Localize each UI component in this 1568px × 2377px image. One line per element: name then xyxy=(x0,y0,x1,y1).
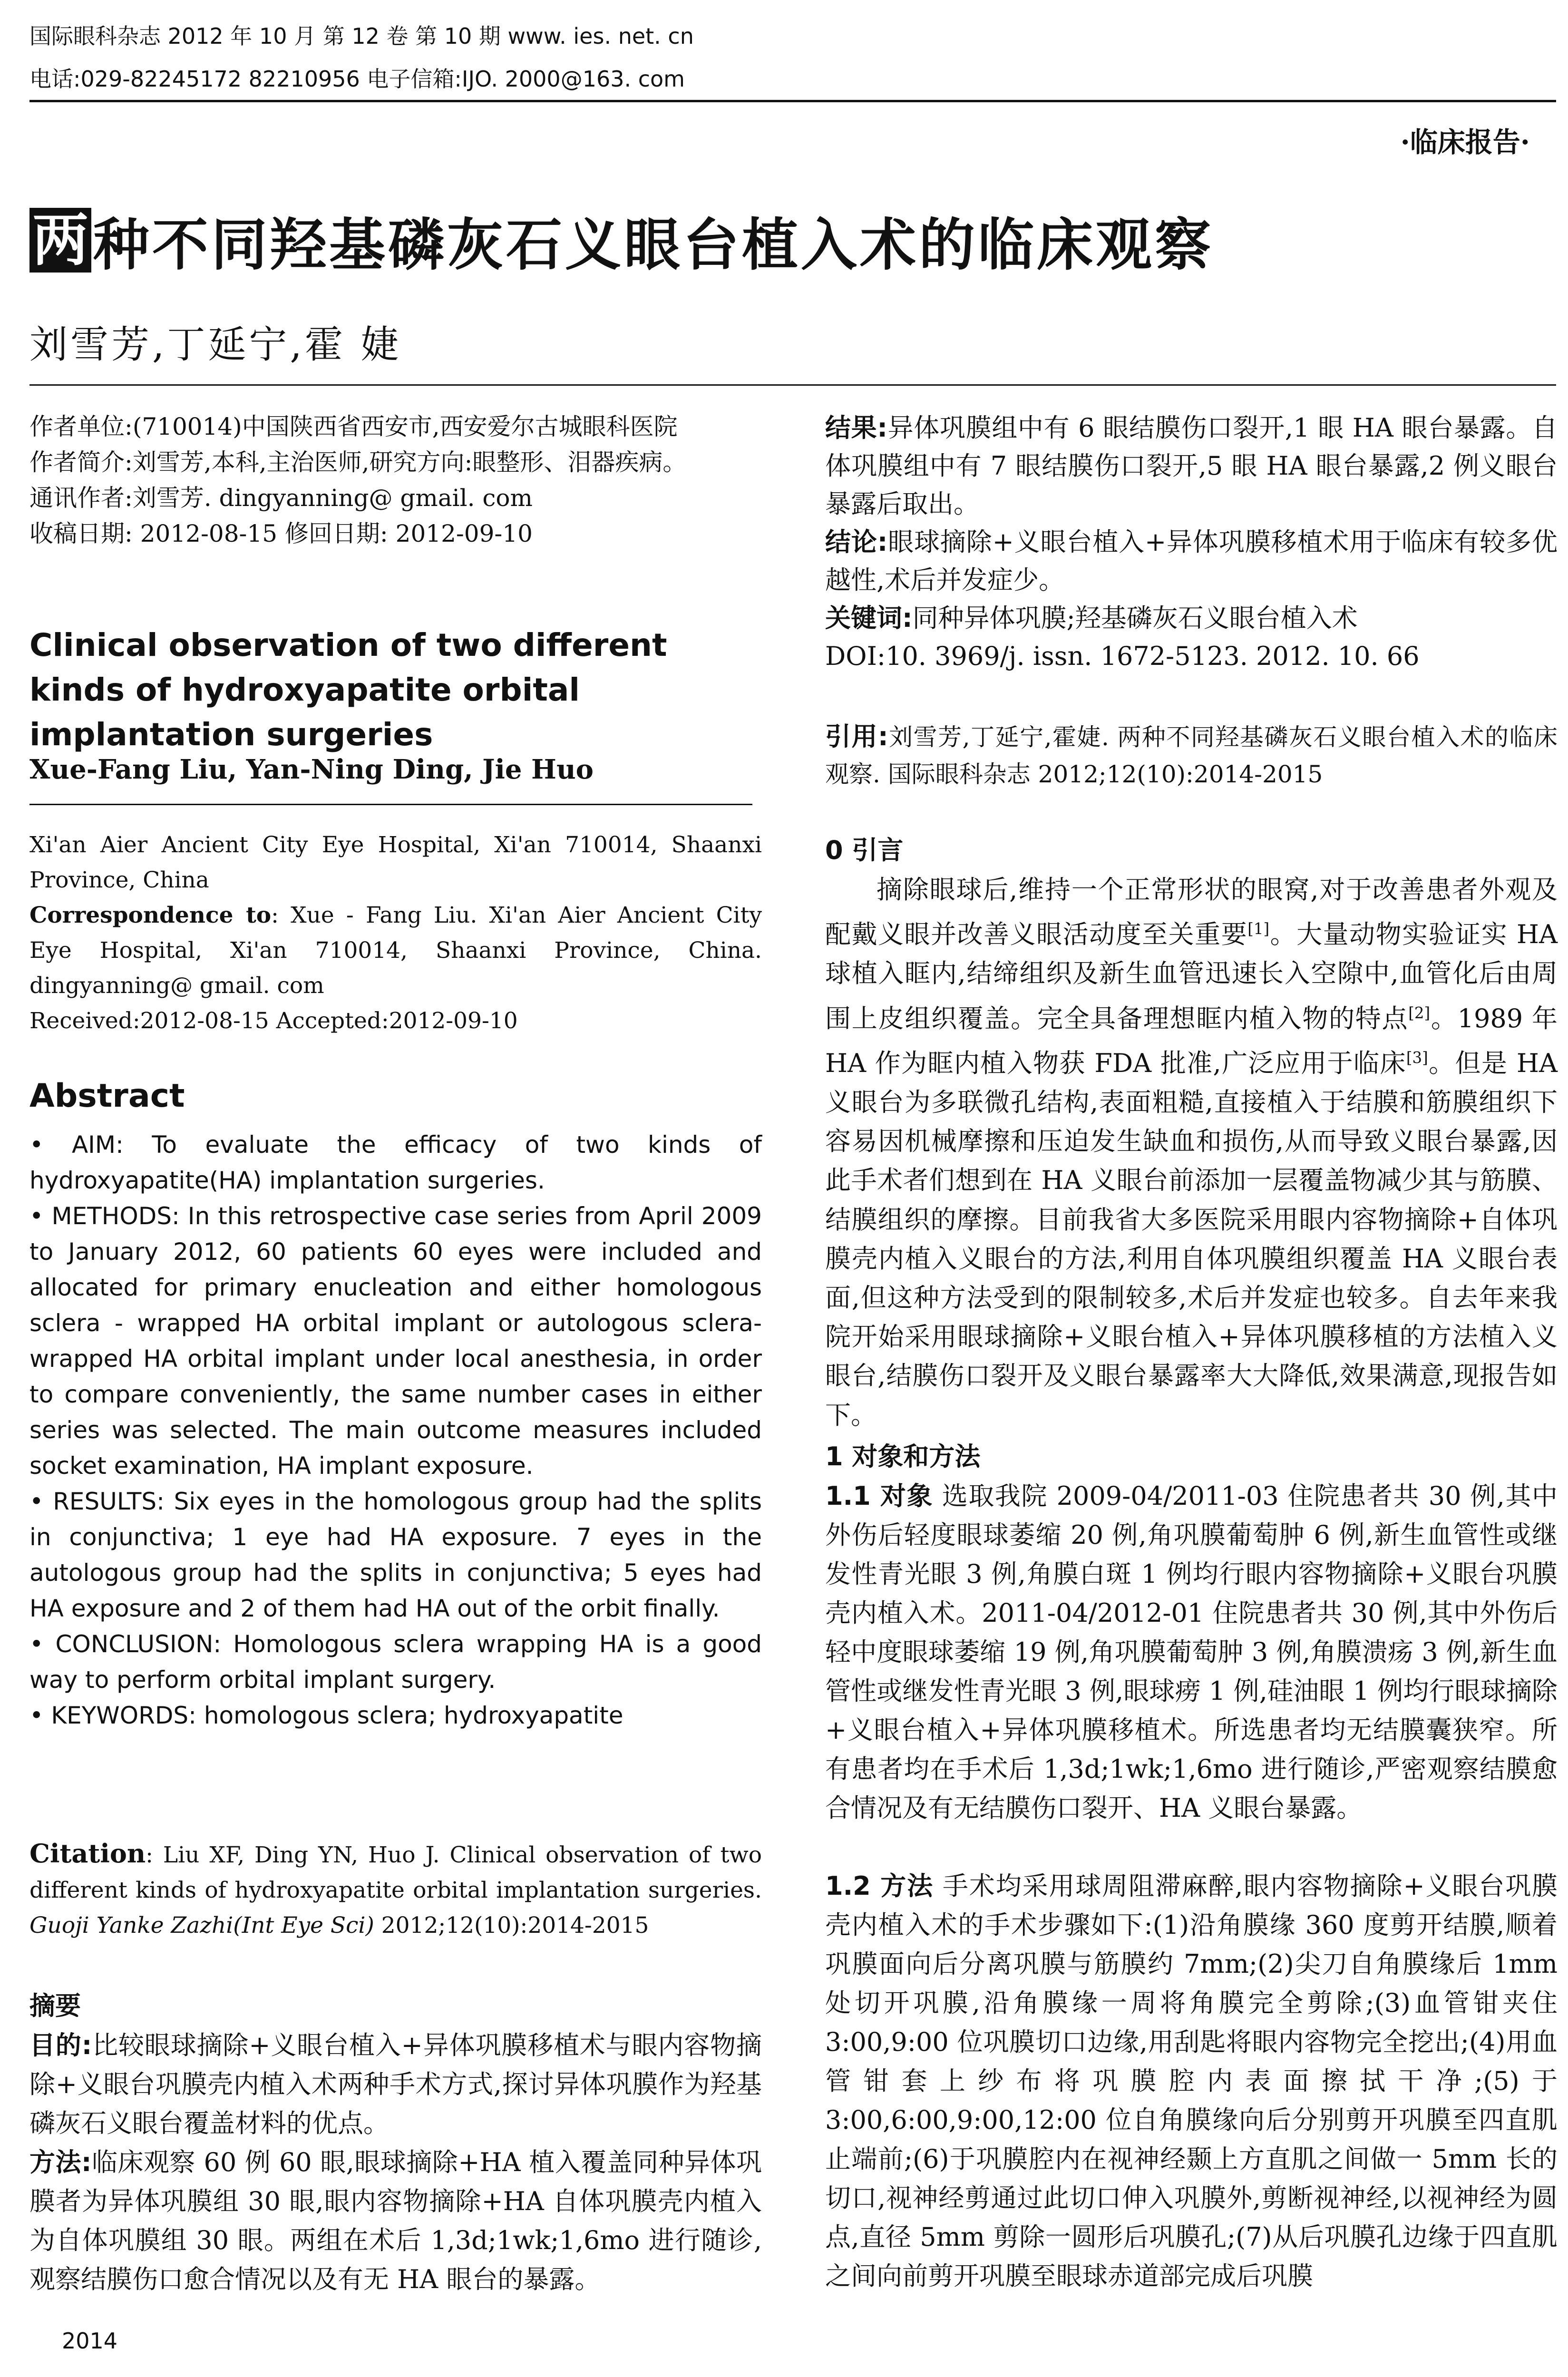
intro-paragraph xyxy=(825,870,1558,1435)
procedure-paragraph xyxy=(825,1867,1558,2296)
subjects-text: 选取我院 2009-04/2011-03 住院患者共 30 例,其中外伤后轻度眼球萎缩 20 例,角巩膜葡萄肿 6 例,新生血管性或继发性青光眼 3 例,角膜白斑 1 例均行眼内容物摘除+义眼台巩膜壳内植入术。2011-04/2012-01 住院患者共 30 例,其中外伤后轻中度眼球萎缩 19 例,角巩膜葡萄肿 3 例,角膜溃疡 3 例,新生血管性或继发性青光眼 3 例,眼球痨 1 例,硅油眼 1 例均行眼球摘除+义眼台植入+异体巩膜移植术。所选患者均无结膜囊狭窄。所有患者均在手术后 1,3d;1wk;1,6mo 进行随诊,严密观察结膜愈合情况及有无结膜伤口裂开、HA 义眼台暴露。 xyxy=(825,1481,1558,1823)
authors-en: Xue-Fang Liu, Yan-Ning Ding, Jie Huo xyxy=(29,754,594,785)
abstract-cn-keywords-text: 同种异体巩膜;羟基磷灰石义眼台植入术 xyxy=(912,603,1358,633)
title-cn-text: 种不同羟基磷灰石义眼台植入术的临床观察 xyxy=(93,212,1214,278)
affiliation-en: Xi'an Aier Ancient City Eye Hospital, Xi'an 710014, Shaanxi Province, China xyxy=(29,832,762,893)
citation-en xyxy=(29,1836,762,1943)
title-en: Clinical observation of two different kinds of hydroxyapatite orbital implantation surgeries xyxy=(29,627,667,753)
citation-text: : Liu XF, Ding YN, Huo J. Clinical observation of two different kinds of hydroxyapatite orbital implantation surgeries. xyxy=(29,1842,762,1903)
abstract-cn-conclusion-text: 眼球摘除+义眼台植入+异体巩膜移植术用于临床有较多优越性,术后并发症少。 xyxy=(825,527,1558,595)
author-bio-cn: 作者简介:刘雪芳,本科,主治医师,研究方向:眼整形、泪器疾病。 xyxy=(29,448,687,476)
abstract-conclusion: • CONCLUSION: Homologous sclera wrapping HA is a good way to perform orbital implant surgery. xyxy=(29,1630,762,1694)
correspondence-label: Correspondence to xyxy=(29,902,272,928)
procedure-text: 手术均采用球周阻滞麻醉,眼内容物摘除+义眼台巩膜壳内植入术的手术步骤如下:(1)沿角膜缘 360 度剪开结膜,顺着巩膜面向后分离巩膜与筋膜约 7mm;(2)尖刀自角膜缘后 1mm 处切开巩膜,沿角膜缘一周将角膜完全剪除;(3)血管钳夹住 3:00,9:00 位巩膜切口边缘,用刮匙将眼内容物完全挖出;(4)用血管钳套上纱布将巩膜腔内表面擦拭干净;(5)于 3:00,6:00,9:00,12:00 位自角膜缘向后分别剪开巩膜至四直肌止端前;(6)于巩膜腔内在视神经颞上方直肌之间做一 5mm 长的切口,视神经剪通过此切口伸入巩膜外,剪断视神经,以视神经为圆点,直径 5mm 剪除一圆形后巩膜孔;(7)从后巩膜孔边缘于四直肌之间向前剪开巩膜至眼球赤道部完成后巩膜 xyxy=(825,1871,1558,2291)
english-affiliation-block xyxy=(29,828,762,1039)
received-en: Received:2012-08-15 Accepted:2012-09-10 xyxy=(29,1008,518,1034)
abstract-cn-objective xyxy=(29,2026,762,2143)
corresponding-author-cn: 通讯作者:刘雪芳. dingyanning@ gmail. com xyxy=(29,484,533,512)
methods-heading: 1 对象和方法 xyxy=(825,1442,981,1471)
abstract-cn-continued xyxy=(825,409,1558,675)
abstract-cn-objective-label: 目的: xyxy=(29,2030,92,2060)
authors-cn: 刘雪芳,丁延宁,霍 婕 xyxy=(29,322,402,367)
abstract-cn-results xyxy=(825,409,1558,523)
received-date-cn: 收稿日期: 2012-08-15 修回日期: 2012-09-10 xyxy=(29,520,533,547)
intro-text-3: 。1989 年 HA 作为眶内植入物获 FDA 批准,广泛应用于临床 xyxy=(825,1003,1558,1078)
ref-3[interactable]: [3] xyxy=(1406,1048,1428,1067)
citation-label: Citation xyxy=(29,1838,146,1869)
ref-2[interactable]: [2] xyxy=(1408,1003,1431,1022)
abstract-results: • RESULTS: Six eyes in the homologous group had the splits in conjunctiva; 1 eye had HA exposure. 7 eyes in the autologous group had the splits in conjunctiva; 5 eyes had HA exposure and 2 of them had HA out of the orbit finally. xyxy=(29,1488,762,1622)
abstract-methods: • METHODS: In this retrospective case series from April 2009 to January 2012, 60 patients 60 eyes were included and allocated for primary enucleation and either homologous sclera - wrapped HA orbital implant or autologous sclera-wrapped HA orbital implant under local anesthesia, in order to compare conveniently, the same number cases in either series was selected. The main outcome measures included socket examination, HA implant exposure. xyxy=(29,1202,762,1480)
citation-cn-label: 引用: xyxy=(825,721,888,751)
intro-heading: 0 引言 xyxy=(825,835,904,865)
procedure-label: 1.2 方法 xyxy=(825,1871,934,1901)
abstract-heading: Abstract xyxy=(29,1077,185,1115)
correspondence-text: : Xue - Fang Liu. Xi'an Aier Ancient City Eye Hospital, Xi'an 710014, Shaanxi Province, China. dingyanning@ gmail. com xyxy=(29,902,762,999)
authors-en-rule xyxy=(29,804,752,805)
author-info-block xyxy=(29,409,762,552)
subjects-label: 1.1 对象 xyxy=(825,1481,934,1511)
abstract-cn-keywords-label: 关键词: xyxy=(825,603,913,633)
abstract-keywords: • KEYWORDS: homologous sclera; hydroxyapatite xyxy=(29,1702,623,1729)
abstract-cn-keywords xyxy=(825,599,1558,637)
header-rule xyxy=(29,100,1556,102)
citation-tail: 2012;12(10):2014-2015 xyxy=(374,1912,649,1939)
journal-header-line1: 国际眼科杂志 2012 年 10 月 第 12 卷 第 10 期 www. ies. net. cn xyxy=(29,23,694,49)
citation-cn-text: 刘雪芳,丁延宁,霍婕. 两种不同羟基磷灰石义眼台植入术的临床观察. 国际眼科杂志 2012;12(10):2014-2015 xyxy=(825,723,1558,788)
title-rule xyxy=(29,384,1556,386)
abstract-cn-methods-label: 方法: xyxy=(29,2147,92,2177)
correspondence-en xyxy=(29,898,762,1003)
abstract-cn-methods xyxy=(29,2143,762,2299)
page-number: 2014 xyxy=(62,2328,118,2354)
journal-header-line2: 电话:029-82245172 82210956 电子信箱:IJO. 2000@163. com xyxy=(29,66,685,92)
abstract-aim: • AIM: To evaluate the efficacy of two kinds of hydroxyapatite(HA) implantation surgeries. xyxy=(29,1131,762,1194)
ref-1[interactable]: [1] xyxy=(1247,920,1270,938)
subjects-paragraph xyxy=(825,1477,1558,1828)
citation-journal: Guoji Yanke Zazhi(Int Eye Sci) xyxy=(29,1912,374,1939)
intro-text-2: 。大量动物实验证实 HA 球植入眶内,结缔组织及新生血管迅速长入空隙中,血管化后由周围上皮组织覆盖。完全具备理想眶内植入物的特点 xyxy=(825,919,1558,1033)
abstract-cn-results-text: 异体巩膜组中有 6 眼结膜伤口裂开,1 眼 HA 眼台暴露。自体巩膜组中有 7 眼结膜伤口裂开,5 眼 HA 眼台暴露,2 例义眼台暴露后取出。 xyxy=(825,413,1558,519)
abstract-cn-conclusion-label: 结论: xyxy=(825,527,888,557)
doi: DOI:10. 3969/j. issn. 1672-5123. 2012. 10. 66 xyxy=(825,641,1420,671)
citation-cn xyxy=(825,718,1558,793)
abstract-cn-objective-text: 比较眼球摘除+义眼台植入+异体巩膜移植术与眼内容物摘除+义眼台巩膜壳内植入术两种手术方式,探讨异体巩膜作为羟基磷灰石义眼台覆盖材料的优点。 xyxy=(29,2030,762,2138)
intro-text-4: 。但是 HA 义眼台为多联微孔结构,表面粗糙,直接植入于结膜和筋膜组织下容易因机械摩擦和压迫发生缺血和损伤,从而导致义眼台暴露,因此手术者们想到在 HA 义眼台前添加一层覆盖物减少其与筋膜、结膜组织的摩擦。目前我省大多医院采用眼内容物摘除+自体巩膜壳内植入义眼台的方法,利用自体巩膜组织覆盖 HA 义眼台表面,但这种方法受到的限制较多,术后并发症也较多。自去年来我院开始采用眼球摘除+义眼台植入+异体巩膜移植的方法植入义眼台,结膜伤口裂开及义眼台暴露率大大降低,效果满意,现报告如下。 xyxy=(825,1048,1558,1430)
abstract-en xyxy=(29,1127,762,1734)
author-affiliation-cn: 作者单位:(710014)中国陕西省西安市,西安爱尔古城眼科医院 xyxy=(29,413,678,440)
intro-text-1: 摘除眼球后,维持一个正常形状的眼窝,对于改善患者外观及配戴义眼并改善义眼活动度至关重要 xyxy=(825,875,1558,950)
abstract-cn xyxy=(29,2026,762,2299)
title-cn xyxy=(29,200,1214,281)
abstract-cn-methods-text: 临床观察 60 例 60 眼,眼球摘除+HA 植入覆盖同种异体巩膜者为异体巩膜组 30 眼,眼内容物摘除+HA 自体巩膜壳内植入为自体巩膜组 30 眼。两组在术后 1,3d;1wk;1,6mo 进行随诊,观察结膜伤口愈合情况以及有无 HA 眼台的暴露。 xyxy=(29,2147,762,2294)
section-label: ·临床报告· xyxy=(1400,126,1530,158)
abstract-cn-results-label: 结果: xyxy=(825,413,887,443)
abstract-cn-conclusion xyxy=(825,523,1558,599)
abstract-cn-heading: 摘要 xyxy=(29,1991,81,2021)
title-cn-first-char: 两 xyxy=(29,208,91,273)
